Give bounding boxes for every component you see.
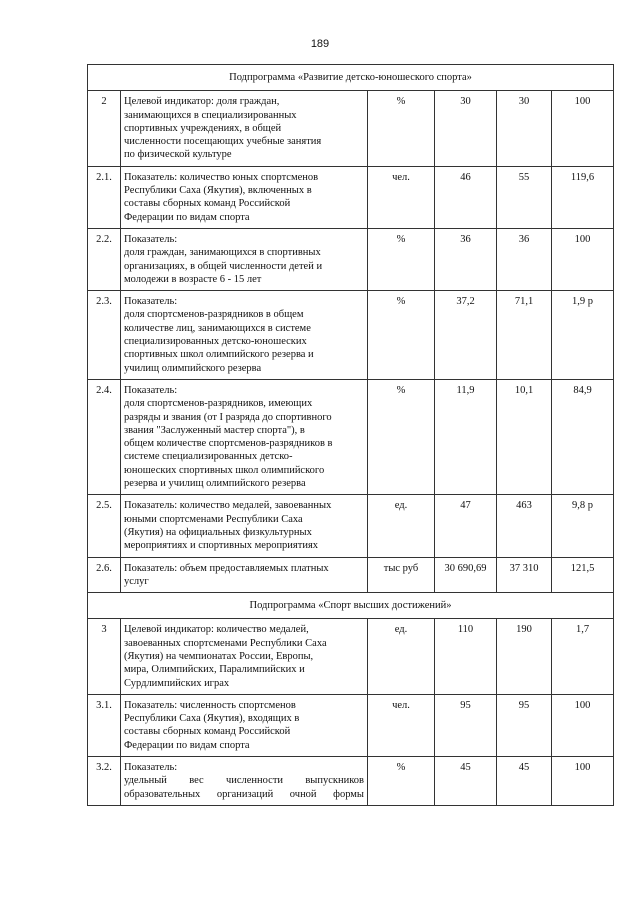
value-percent: 1,9 р bbox=[552, 291, 614, 380]
description-line: резерва и училищ олимпийского резерва bbox=[124, 478, 306, 490]
indicator-description bbox=[121, 557, 368, 593]
value-percent: 1,7 bbox=[552, 619, 614, 694]
value-planned: 30 bbox=[435, 91, 497, 166]
table-row bbox=[88, 166, 614, 228]
description-line: по физической культуре bbox=[124, 149, 232, 161]
row-number: 2.1. bbox=[88, 166, 121, 228]
description-line: Федерации по видам спорта bbox=[124, 211, 250, 223]
description-line: Федерации по видам спорта bbox=[124, 739, 250, 751]
description-line: доля спортсменов-разрядников в общем bbox=[124, 309, 304, 321]
description-line: Показатель: bbox=[124, 233, 178, 245]
value-planned: 37,2 bbox=[435, 291, 497, 380]
description-line: спортивных школ олимпийского резерва и bbox=[124, 349, 314, 361]
unit-cell: чел. bbox=[368, 166, 435, 228]
section-header-row bbox=[88, 593, 614, 619]
value-actual: 190 bbox=[497, 619, 552, 694]
table-row bbox=[88, 694, 614, 756]
description-line: количестве лиц, занимающихся в системе bbox=[124, 322, 311, 334]
description-line: Республики Саха (Якутия), входящих в bbox=[124, 713, 300, 725]
unit-cell: ед. bbox=[368, 495, 435, 557]
table-row bbox=[88, 379, 614, 494]
value-actual: 10,1 bbox=[497, 379, 552, 494]
description-line: услуг bbox=[124, 575, 149, 587]
value-planned: 36 bbox=[435, 228, 497, 290]
value-percent: 9,8 р bbox=[552, 495, 614, 557]
unit-cell: % bbox=[368, 291, 435, 380]
description-line: юношеских спортивных школ олимпийского bbox=[124, 464, 325, 476]
row-number: 3.2. bbox=[88, 757, 121, 806]
description-line: юными спортсменами Республики Саха bbox=[124, 513, 303, 525]
description-line: доля спортсменов-разрядников, имеющих bbox=[124, 398, 313, 410]
value-planned: 47 bbox=[435, 495, 497, 557]
row-number: 2.4. bbox=[88, 379, 121, 494]
value-planned: 95 bbox=[435, 694, 497, 756]
description-line: удельный вес численности выпускников bbox=[124, 775, 364, 787]
row-number: 3.1. bbox=[88, 694, 121, 756]
table-row bbox=[88, 91, 614, 166]
value-planned: 110 bbox=[435, 619, 497, 694]
description-line: доля граждан, занимающихся в спортивных bbox=[124, 247, 321, 259]
table-row bbox=[88, 557, 614, 593]
value-actual: 37 310 bbox=[497, 557, 552, 593]
value-percent: 100 bbox=[552, 91, 614, 166]
unit-cell: % bbox=[368, 757, 435, 806]
description-line: общем количестве спортсменов-разрядников в bbox=[124, 438, 333, 450]
value-actual: 55 bbox=[497, 166, 552, 228]
description-line: организациях, в общей численности детей и bbox=[124, 260, 323, 272]
table-row bbox=[88, 228, 614, 290]
indicator-description bbox=[121, 291, 368, 380]
unit-cell: чел. bbox=[368, 694, 435, 756]
unit-cell: ед. bbox=[368, 619, 435, 694]
description-line: специализированных детско-юношеских bbox=[124, 336, 307, 348]
value-planned: 11,9 bbox=[435, 379, 497, 494]
indicator-description bbox=[121, 379, 368, 494]
indicator-description bbox=[121, 91, 368, 166]
value-percent: 100 bbox=[552, 757, 614, 806]
description-line: численности посещающих учебные занятия bbox=[124, 136, 322, 148]
description-line: образовательных организаций очной формы bbox=[124, 788, 364, 800]
row-number: 2.5. bbox=[88, 495, 121, 557]
description-line: составы сборных команд Российской bbox=[124, 198, 291, 210]
row-number: 2.6. bbox=[88, 557, 121, 593]
value-percent: 100 bbox=[552, 228, 614, 290]
description-line: завоеванных спортсменами Республики Саха bbox=[124, 637, 327, 649]
value-planned: 45 bbox=[435, 757, 497, 806]
indicator-description bbox=[121, 166, 368, 228]
page-number: 189 bbox=[310, 38, 330, 50]
table-row bbox=[88, 619, 614, 694]
description-line: Целевой индикатор: доля граждан, bbox=[124, 96, 280, 108]
unit-cell: % bbox=[368, 91, 435, 166]
indicator-description bbox=[121, 228, 368, 290]
unit-cell: % bbox=[368, 228, 435, 290]
description-line: занимающихся в специализированных bbox=[124, 109, 297, 121]
description-line: разряды и звания (от I разряда до спортивного bbox=[124, 411, 332, 423]
description-line: системе специализированных детско- bbox=[124, 451, 293, 463]
value-actual: 463 bbox=[497, 495, 552, 557]
description-line: звания "Заслуженный мастер спорта"), в bbox=[124, 424, 305, 436]
value-planned: 46 bbox=[435, 166, 497, 228]
value-actual: 45 bbox=[497, 757, 552, 806]
indicator-description bbox=[121, 757, 368, 806]
section-title: Подпрограмма «Развитие детско-юношеского спорта» bbox=[88, 65, 614, 91]
row-number: 2.3. bbox=[88, 291, 121, 380]
value-actual: 71,1 bbox=[497, 291, 552, 380]
value-actual: 36 bbox=[497, 228, 552, 290]
description-line: Показатель: количество медалей, завоеванных bbox=[124, 500, 332, 512]
indicator-description bbox=[121, 619, 368, 694]
indicator-description bbox=[121, 694, 368, 756]
value-actual: 30 bbox=[497, 91, 552, 166]
description-line: Показатель: количество юных спортсменов bbox=[124, 171, 319, 183]
description-line: мира, Олимпийских, Паралимпийских и bbox=[124, 664, 305, 676]
description-line: мероприятиях и спортивных мероприятиях bbox=[124, 540, 319, 552]
section-title: Подпрограмма «Спорт высших достижений» bbox=[88, 593, 614, 619]
section-header-row bbox=[88, 65, 614, 91]
row-number: 3 bbox=[88, 619, 121, 694]
indicator-description bbox=[121, 495, 368, 557]
description-line: Показатель: bbox=[124, 384, 178, 396]
description-line: Показатель: объем предоставляемых платных bbox=[124, 562, 329, 574]
table-row bbox=[88, 757, 614, 806]
row-number: 2.2. bbox=[88, 228, 121, 290]
description-line: молодежи в возрасте 6 - 15 лет bbox=[124, 273, 262, 285]
description-line: Показатель: bbox=[124, 296, 178, 308]
description-line: Сурдлимпийских играх bbox=[124, 677, 230, 689]
description-line: составы сборных команд Российской bbox=[124, 726, 291, 738]
value-percent: 121,5 bbox=[552, 557, 614, 593]
description-line: (Якутия) на официальных физкультурных bbox=[124, 526, 312, 538]
value-percent: 84,9 bbox=[552, 379, 614, 494]
table-row bbox=[88, 495, 614, 557]
description-line: Показатель: численность спортсменов bbox=[124, 699, 296, 711]
value-percent: 100 bbox=[552, 694, 614, 756]
description-line: (Якутия) на чемпионатах России, Европы, bbox=[124, 650, 314, 662]
description-line: Целевой индикатор: количество медалей, bbox=[124, 624, 309, 636]
description-line: Показатель: bbox=[124, 762, 178, 774]
unit-cell: тыс руб bbox=[368, 557, 435, 593]
indicators-table bbox=[87, 64, 614, 806]
value-percent: 119,6 bbox=[552, 166, 614, 228]
table-row bbox=[88, 291, 614, 380]
description-line: Республики Саха (Якутия), включенных в bbox=[124, 185, 312, 197]
description-line: училищ олимпийского резерва bbox=[124, 362, 262, 374]
value-planned: 30 690,69 bbox=[435, 557, 497, 593]
unit-cell: % bbox=[368, 379, 435, 494]
description-line: спортивных учреждениях, в общей bbox=[124, 122, 282, 134]
value-actual: 95 bbox=[497, 694, 552, 756]
row-number: 2 bbox=[88, 91, 121, 166]
